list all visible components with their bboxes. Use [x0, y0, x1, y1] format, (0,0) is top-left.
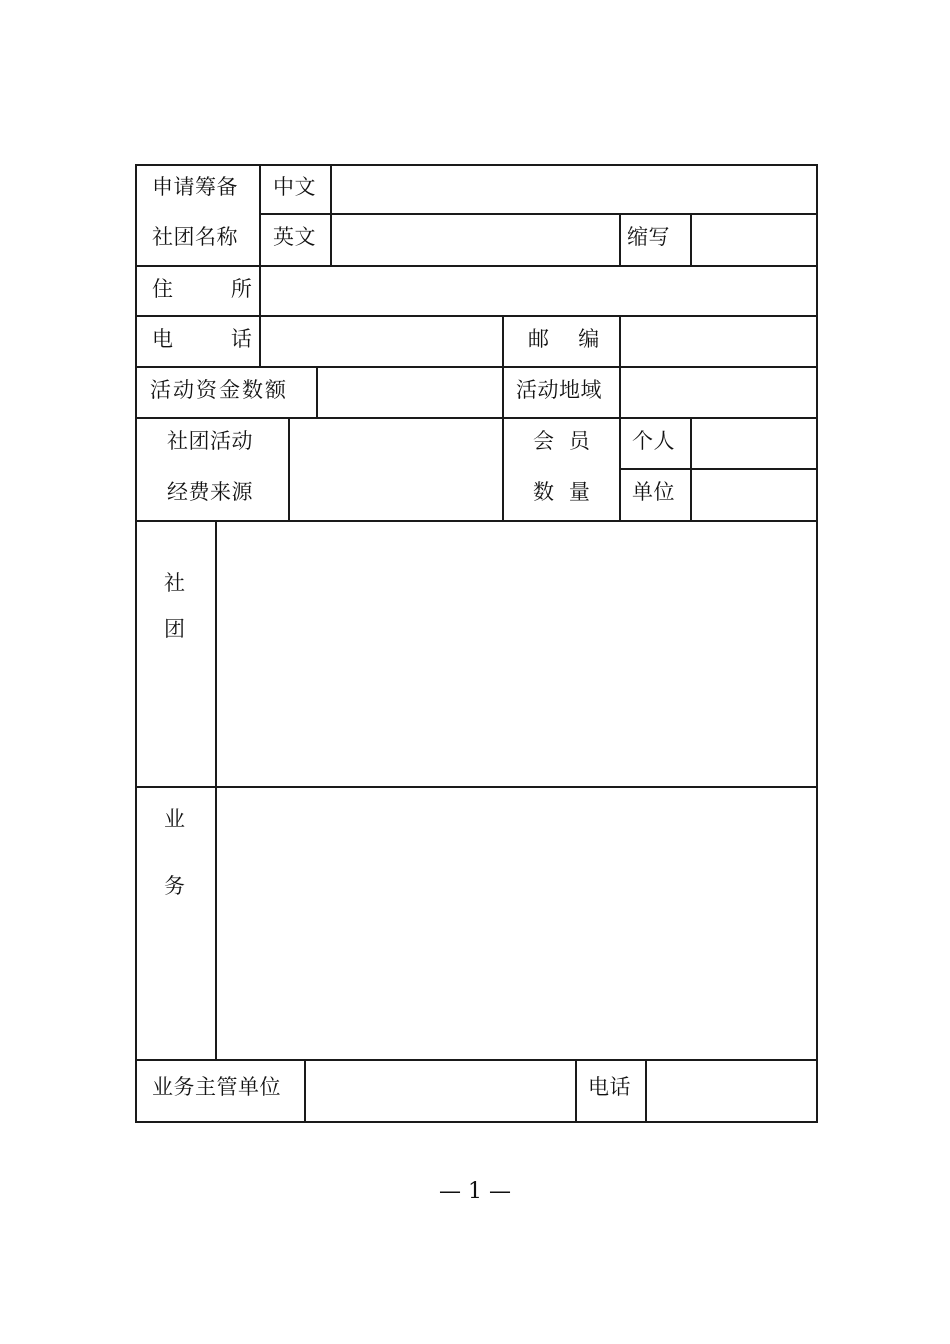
col-line-postcode-left — [502, 315, 504, 520]
fund-amount-label: 活动资金数额 — [150, 378, 288, 402]
chinese-label: 中文 — [273, 175, 316, 199]
unit-label: 单位 — [632, 480, 675, 504]
postcode-label: 邮 编 — [528, 327, 600, 351]
fund-source-label-line1: 社团活动 — [167, 429, 253, 453]
address-label: 住 所 — [152, 277, 253, 301]
phone-field[interactable] — [261, 317, 502, 366]
business-label-line2: 团 — [164, 617, 186, 641]
english-name-field[interactable] — [332, 215, 619, 265]
activity-region-field[interactable] — [621, 368, 816, 417]
scope-content-field[interactable] — [217, 788, 816, 1059]
supervisor-field[interactable] — [306, 1061, 575, 1121]
unit-count-field[interactable] — [692, 470, 816, 520]
scope-label-line2: 务 — [164, 874, 186, 898]
fund-source-field[interactable] — [290, 419, 502, 520]
supervisor-label: 业务主管单位 — [152, 1075, 281, 1099]
phone-label: 电 话 — [152, 327, 253, 351]
business-label-line1: 社 — [164, 571, 186, 595]
fund-amount-field[interactable] — [318, 368, 502, 417]
supervisor-phone-label: 电话 — [588, 1075, 631, 1099]
col-line-supervisor-phone-left — [575, 1059, 577, 1121]
member-label-line2: 数 量 — [533, 480, 591, 504]
abbr-field[interactable] — [692, 215, 816, 265]
supervisor-phone-field[interactable] — [647, 1061, 816, 1121]
business-content-field[interactable] — [217, 522, 816, 786]
page-number: — 1 — — [439, 1179, 511, 1204]
address-field[interactable] — [261, 267, 816, 315]
english-label: 英文 — [273, 225, 316, 249]
activity-region-label: 活动地域 — [516, 378, 602, 402]
postcode-field[interactable] — [621, 317, 816, 366]
abbr-label: 缩写 — [627, 225, 670, 249]
scope-label-line1: 业 — [164, 807, 186, 831]
chinese-name-field[interactable] — [332, 166, 816, 213]
form-border-left — [135, 164, 137, 1122]
member-label-line1: 会 员 — [533, 429, 591, 453]
apply-name-label-line2: 社团名称 — [152, 225, 238, 249]
individual-count-field[interactable] — [692, 419, 816, 468]
col-line-abbr-left — [619, 213, 621, 265]
individual-label: 个人 — [632, 429, 675, 453]
form-border-bottom — [135, 1121, 818, 1123]
fund-source-label-line2: 经费来源 — [167, 480, 253, 504]
form-border-right — [816, 164, 818, 1122]
apply-name-label-line1: 申请筹备 — [152, 175, 238, 199]
